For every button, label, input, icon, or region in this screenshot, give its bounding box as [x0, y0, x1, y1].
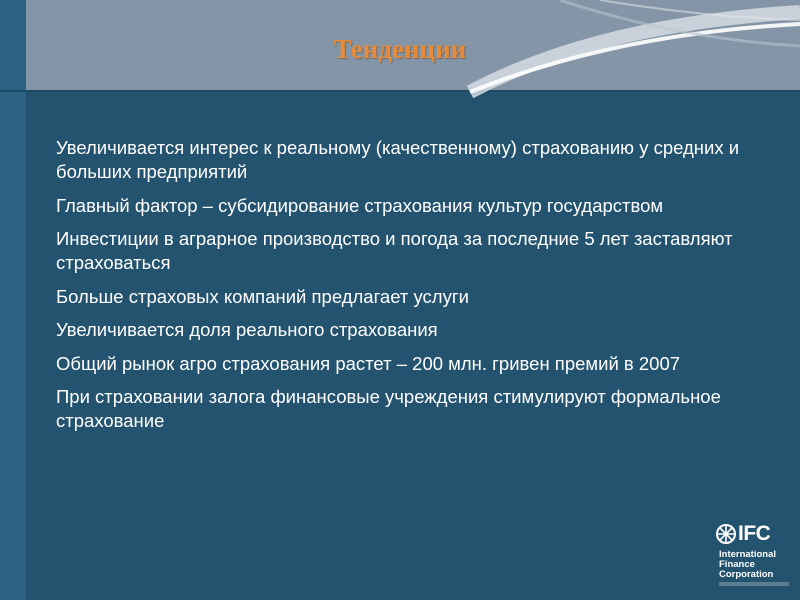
ifc-logo-line: Corporation: [719, 569, 774, 580]
bullet-item: Общий рынок агро страхования растет – 200 млн. гривен премий в 2007: [56, 352, 681, 374]
bullet-item: При страховании залога финансовые учреждения стимулируют формальное страхование: [56, 386, 721, 431]
bullet-item: Увеличивается интерес к реальному (качественному) страхованию у средних и больших предприятий: [56, 137, 740, 182]
world-bank-globe-icon: [716, 524, 736, 544]
bullet-item: Больше страховых компаний предлагает услуги: [56, 285, 469, 307]
ifc-logo: [716, 524, 792, 594]
bullet-item: Главный фактор – субсидирование страхования культур государством: [56, 194, 664, 216]
slide-title: Тенденции: [333, 34, 467, 64]
bullet-item: Увеличивается доля реального страхования: [56, 319, 438, 340]
bullet-list: [56, 136, 766, 443]
ifc-logo-tagline: [719, 582, 789, 586]
ifc-logo-name: IFC: [738, 522, 771, 545]
ifc-logo-line: International: [719, 549, 777, 560]
ifc-logo-line: Finance: [719, 559, 755, 570]
bullet-item: Инвестиции в аграрное производство и погода за последние 5 лет заставляют страховаться: [56, 228, 733, 273]
